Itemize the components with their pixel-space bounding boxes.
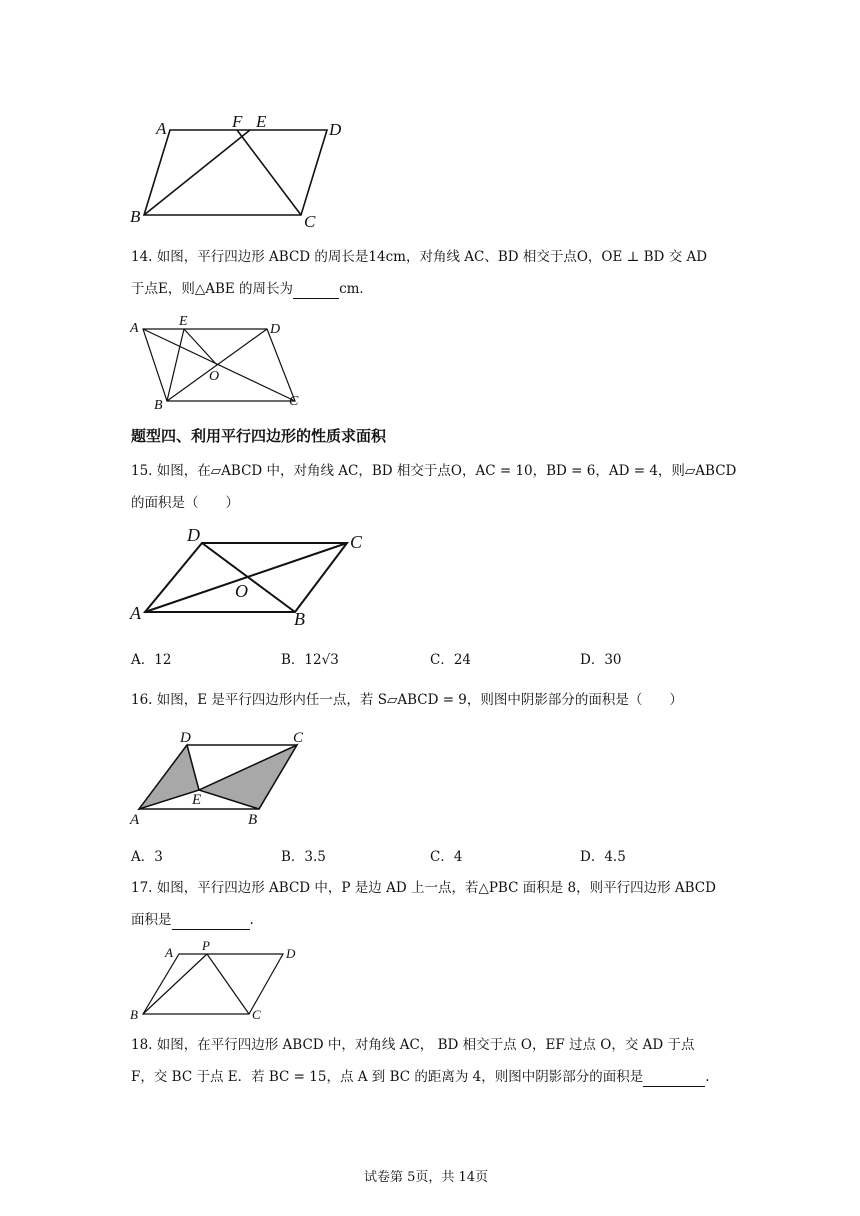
section-title: 题型四、利用平行四边形的性质求面积 xyxy=(131,427,387,445)
label-E: E xyxy=(192,792,202,808)
label-A: A xyxy=(130,812,140,828)
label-B: B xyxy=(130,207,141,226)
label-D: D xyxy=(187,525,200,545)
q16-line1: 16. 如图，E 是平行四边形内任一点，若 S▱ABCD = 9，则图中阴影部分的面积是（ ） xyxy=(131,692,683,708)
label-F: F xyxy=(232,112,243,131)
q17-answer-blank[interactable] xyxy=(172,915,250,930)
label-C: C xyxy=(304,212,316,231)
q15-line2: 的面积是（ ） xyxy=(131,495,239,511)
label-E: E xyxy=(179,314,188,329)
q18-line2 xyxy=(131,1067,710,1087)
figure-q17 xyxy=(125,938,305,1026)
label-B: B xyxy=(294,609,305,629)
figure-q15 xyxy=(125,525,375,630)
label-B: B xyxy=(154,398,163,413)
q17-line2 xyxy=(131,910,254,930)
q18-line1: 18. 如图，在平行四边形 ABCD 中，对角线 AC， BD 相交于点 O，EF 过点 O，交 AD 于点 xyxy=(131,1037,695,1053)
q16-option-b[interactable]: B．3.5 xyxy=(281,849,326,865)
q14-line2-post: cm． xyxy=(339,281,373,297)
label-A: A xyxy=(130,321,139,336)
label-D: D xyxy=(286,946,296,961)
q14-answer-blank[interactable] xyxy=(293,284,339,299)
label-O: O xyxy=(235,581,248,601)
figure-q14 xyxy=(125,313,310,413)
label-B: B xyxy=(248,812,258,828)
q14-line1: 14. 如图，平行四边形 ABCD 的周长是14cm，对角线 AC、BD 相交于点O，OE ⊥ BD 交 AD xyxy=(131,249,708,265)
page-footer: 试卷第 5页，共 14页 xyxy=(364,1170,489,1185)
q14-line2-pre: 于点E，则△ABE 的周长为 xyxy=(131,281,294,297)
figure-q13 xyxy=(125,108,355,233)
q17-line1: 17. 如图，平行四边形 ABCD 中，P 是边 AD 上一点，若△PBC 面积是 8，则平行四边形 ABCD xyxy=(131,880,716,896)
label-D: D xyxy=(329,120,342,139)
label-B: B xyxy=(130,1007,138,1022)
figure-q16 xyxy=(125,728,325,828)
q15-option-d[interactable]: D．30 xyxy=(580,652,622,668)
q17-line2-pre: 面积是 xyxy=(131,912,172,928)
label-D: D xyxy=(180,730,191,746)
q15-option-b[interactable]: B．12√3 xyxy=(281,652,339,668)
label-A: A xyxy=(165,945,173,960)
q18-line2-pre: F，交 BC 于点 E．若 BC = 15，点 A 到 BC 的距离为 4，则图中阴影部分的面积是 xyxy=(131,1069,644,1085)
label-P: P xyxy=(202,938,210,953)
q18-line2-post: . xyxy=(705,1069,710,1085)
label-E: E xyxy=(256,112,267,131)
label-A: A xyxy=(156,119,167,138)
q16-option-d[interactable]: D．4.5 xyxy=(580,849,626,865)
q17-line2-post: . xyxy=(249,912,254,928)
q15-option-c[interactable]: C．24 xyxy=(430,652,472,668)
label-C: C xyxy=(293,730,304,746)
label-C: C xyxy=(252,1007,261,1022)
label-D: D xyxy=(270,322,281,337)
q14-line2 xyxy=(131,279,373,299)
label-C: C xyxy=(289,394,299,409)
q15-line1: 15. 如图，在▱ABCD 中，对角线 AC，BD 相交于点O，AC = 10，BD = 6，AD = 4，则▱ABCD xyxy=(131,463,737,479)
label-A: A xyxy=(130,603,141,623)
q16-option-a[interactable]: A．3 xyxy=(131,849,163,865)
q15-option-a[interactable]: A．12 xyxy=(131,652,172,668)
label-O: O xyxy=(209,369,220,384)
q18-answer-blank[interactable] xyxy=(643,1072,705,1087)
q16-option-c[interactable]: C．4 xyxy=(430,849,463,865)
label-C: C xyxy=(350,532,363,552)
